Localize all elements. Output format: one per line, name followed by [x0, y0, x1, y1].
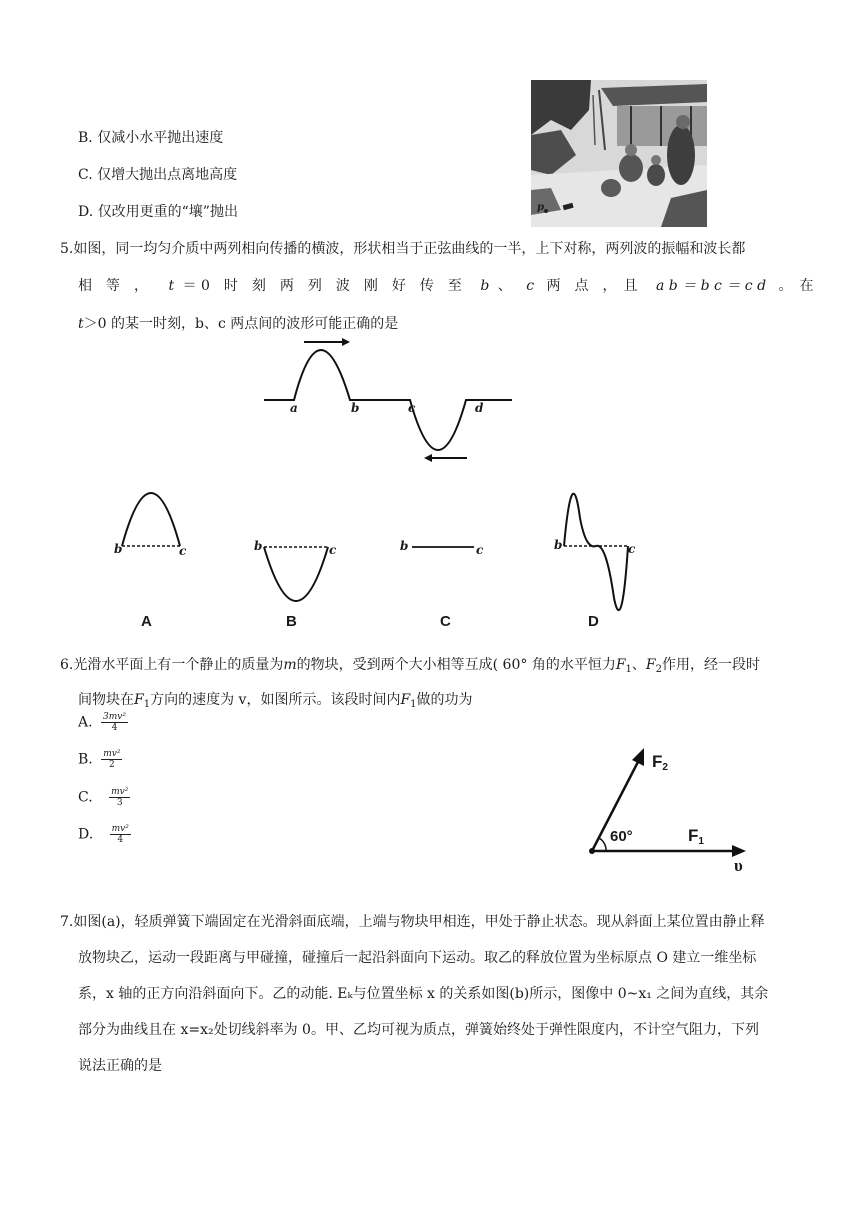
force-label-f1: $F_1$ [688, 826, 704, 847]
q5-option-c-letter: C [440, 613, 451, 630]
q7-line5: 说法正确的是 [78, 1058, 162, 1074]
q5-option-a-figure [112, 490, 192, 560]
q5-wave-figure [262, 335, 517, 465]
q6-option-b: B. $\frac{\text{mv²}}{2}$ [78, 749, 121, 770]
q5-option-c-figure [400, 535, 490, 565]
q5-option-d-letter: D [588, 613, 599, 630]
option-d-label-b: b [554, 538, 563, 552]
q7-line3: 系，x 轴的正方向沿斜面向下。乙的动能. Eₖ与位置坐标 x 的关系如图(b)所示，图像中 0~x₁ 之间为直线，其余 [78, 986, 769, 1002]
force-label-f2: $F_2$ [652, 752, 668, 773]
q6-option-d: D. $\frac{\text{mv²}}{4}$ [78, 824, 129, 845]
option-d-label-c: c [628, 542, 636, 556]
q5-line3: t＞0 的某一时刻，b、c 两点间的波形可能正确的是 [78, 316, 399, 332]
wave-label-d: d [475, 401, 484, 415]
wave-label-a: a [290, 401, 298, 415]
q5-option-b-letter: B [286, 613, 297, 630]
option-c-label-b: b [400, 539, 409, 553]
option-b-label-c: c [329, 543, 337, 557]
wave-label-c: c [408, 401, 416, 415]
illustration-label-p: p [537, 202, 544, 213]
ancient-scene-illustration [531, 80, 707, 227]
q4-option-d: D. 仅改用更重的“壤”抛出 [78, 204, 238, 220]
q7-line2: 放物块乙，运动一段距离与甲碰撞，碰撞后一起沿斜面向下运动。取乙的释放位置为坐标原点 O 建立一维坐标 [78, 950, 757, 966]
q7-line4: 部分为曲线且在 x=x₂处切线斜率为 0。甲、乙均可视为质点，弹簧始终处于弹性限度内，不计空气阻力，下列 [78, 1022, 759, 1038]
q5-option-d-figure [550, 488, 640, 613]
q6-option-a: A. $\frac{\text{3mv²}}{4}$ [78, 712, 126, 733]
q5-line1: 5.如图，同一均匀介质中两列相向传播的横波，形状相当于正弦曲线的一半，上下对称，两列波的振幅和波长都 [60, 241, 746, 257]
q6-line1: 6.光滑水平面上有一个静止的质量为m的物块，受到两个大小相等互成( 60° 角的水平恒力$F_1$、$F_2$作用，经一段时 [60, 657, 761, 675]
q4-option-c: C. 仅增大抛出点离地高度 [78, 167, 238, 183]
q5-line2: 相 等 ， t ＝ 0 时 刻 两 列 波 刚 好 传 至 b 、 c 两 点 ， 且 a b ＝ b c ＝ c d 。 在 [78, 278, 814, 294]
q7-line1: 7.如图(a)，轻质弹簧下端固定在光滑斜面底端，上端与物块甲相连，甲处于静止状态。现从斜面上某位置由静止释 [60, 914, 765, 930]
option-c-label-c: c [476, 543, 484, 557]
q5-option-b-figure [252, 535, 340, 610]
wave-label-b: b [351, 401, 360, 415]
option-a-label-c: c [179, 544, 187, 558]
option-b-label-b: b [254, 539, 263, 553]
q6-line2: 间物块在$F_1$方向的速度为 v，如图所示。该段时间内$F_1$做的功为 [78, 692, 473, 710]
q5-option-a-letter: A [141, 613, 152, 630]
option-a-label-b: b [114, 542, 123, 556]
q4-option-b: B. 仅减小水平抛出速度 [78, 130, 224, 146]
velocity-label: υ [734, 856, 743, 875]
q6-option-c: C. $\frac{\text{mv²}}{3}$ [78, 787, 129, 808]
q6-force-figure [580, 742, 760, 877]
angle-label: 60° [610, 828, 633, 845]
